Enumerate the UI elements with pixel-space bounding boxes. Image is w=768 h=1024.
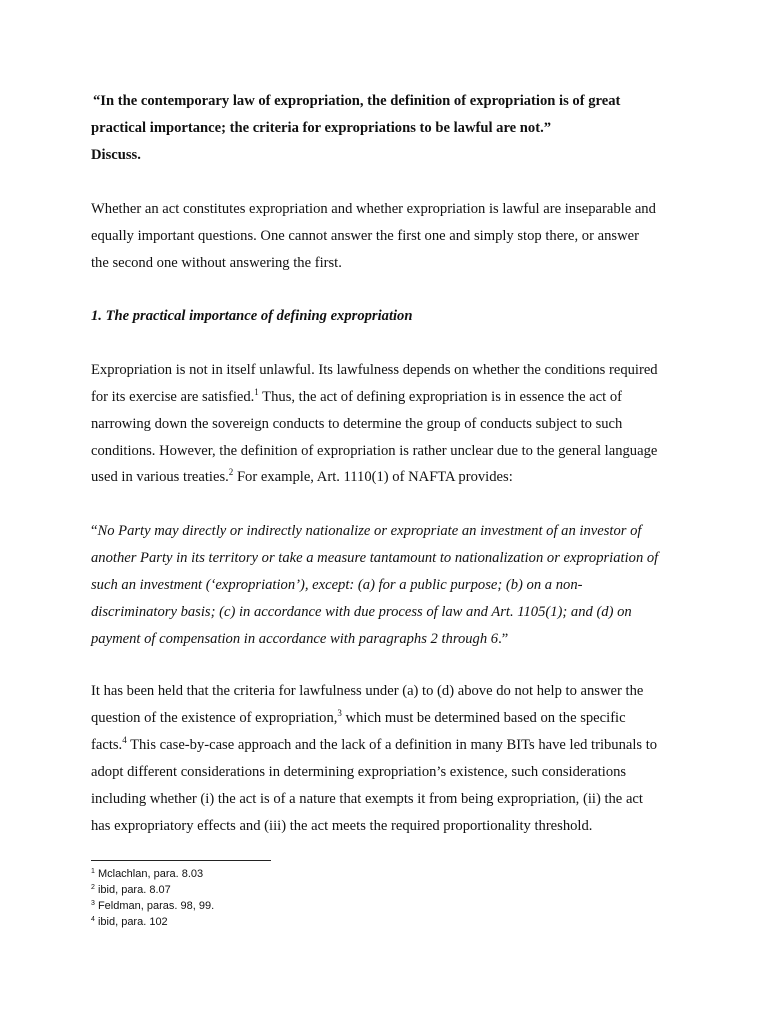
text-run: Thus, the act of defining expropriation is in essence the act of (258, 389, 623, 405)
quote-line (91, 630, 508, 648)
text-run: facts. (91, 737, 123, 753)
paragraph-line (91, 468, 513, 486)
text-run: used in various treaties. (91, 469, 229, 485)
quote-line: another Party in its territory or take a measure tantamount to nationalization or expropriation of (91, 550, 659, 566)
quote-line: discriminatory basis; (c) in accordance with due process of law and Art. 1105(1); and (d) on (91, 604, 632, 620)
paragraph-line (91, 709, 626, 727)
footnote-number: 1 (91, 868, 95, 875)
footnote (91, 915, 168, 929)
footnote-ref[interactable]: 2 (228, 467, 234, 477)
quote-line: such an investment (‘expropriation’), except: (a) for a public purpose; (b) on a non- (91, 577, 583, 593)
footnote-ref[interactable]: 4 (122, 735, 127, 745)
question-line-2: practical importance; the criteria for expropriations to be lawful are not.” (91, 120, 552, 136)
paragraph-line (91, 736, 657, 754)
paragraph-line: adopt different considerations in determining expropriation’s existence, such considerations (91, 764, 627, 780)
paragraph-line (91, 388, 622, 406)
text-run: for its exercise are satisfied. (91, 389, 255, 405)
intro-line: equally important questions. One cannot answer the first one and simply stop there, or answer (91, 228, 639, 244)
footnote-number: 4 (91, 916, 95, 923)
paragraph-line: conditions. However, the definition of expropriation is rather unclear due to the general language (91, 443, 658, 459)
footnote-text: ibid, para. 102 (94, 916, 168, 928)
text-run: For example, Art. 1110(1) of NAFTA provides: (233, 469, 513, 485)
paragraph-line: Expropriation is not in itself unlawful. Its lawfulness depends on whether the conditions required (91, 362, 658, 378)
text-run: which must be determined based on the specific (341, 710, 626, 726)
quote-text: No Party may directly or indirectly nationalize or expropriate an investment of an investor of (97, 523, 642, 539)
footnote (91, 899, 214, 913)
quote-open-mark: “ (91, 523, 98, 539)
footnote (91, 883, 171, 897)
intro-line: the second one without answering the first. (91, 255, 342, 271)
intro-line: Whether an act constitutes expropriation and whether expropriation is lawful are inseparable and (91, 201, 656, 217)
text-run: This case-by-case approach and the lack of a definition in many BITs have led tribunals to (126, 737, 658, 753)
paragraph-line: narrowing down the sovereign conducts to determine the group of conducts subject to such (91, 416, 623, 432)
footnote-text: Feldman, paras. 98, 99. (94, 900, 215, 912)
quote-text: payment of compensation in accordance with paragraphs 2 through 6 (91, 631, 499, 647)
footnote (91, 867, 203, 881)
footnote-ref[interactable]: 1 (254, 387, 259, 397)
footnote-number: 3 (91, 900, 95, 907)
quote-close-mark: .” (498, 631, 509, 647)
section-heading: 1. The practical importance of defining expropriation (91, 308, 413, 324)
paragraph-line: It has been held that the criteria for lawfulness under (a) to (d) above do not help to answer the (91, 683, 644, 699)
question-line-1: “In the contemporary law of expropriation, the definition of expropriation is of great (93, 93, 621, 109)
footnote-text: ibid, para. 8.07 (94, 884, 171, 896)
footnote-number: 2 (91, 884, 95, 891)
footnote-separator (91, 860, 271, 861)
footnote-ref[interactable]: 3 (337, 708, 342, 718)
paragraph-line: including whether (i) the act is of a nature that exempts it from being expropriation, (ii) the act (91, 791, 643, 807)
text-run: question of the existence of expropriation, (91, 710, 338, 726)
question-instruction: Discuss. (91, 147, 141, 163)
quote-line (91, 522, 641, 540)
paragraph-line: has expropriatory effects and (iii) the act meets the required proportionality threshold. (91, 818, 593, 834)
footnote-text: Mclachlan, para. 8.03 (94, 868, 204, 880)
